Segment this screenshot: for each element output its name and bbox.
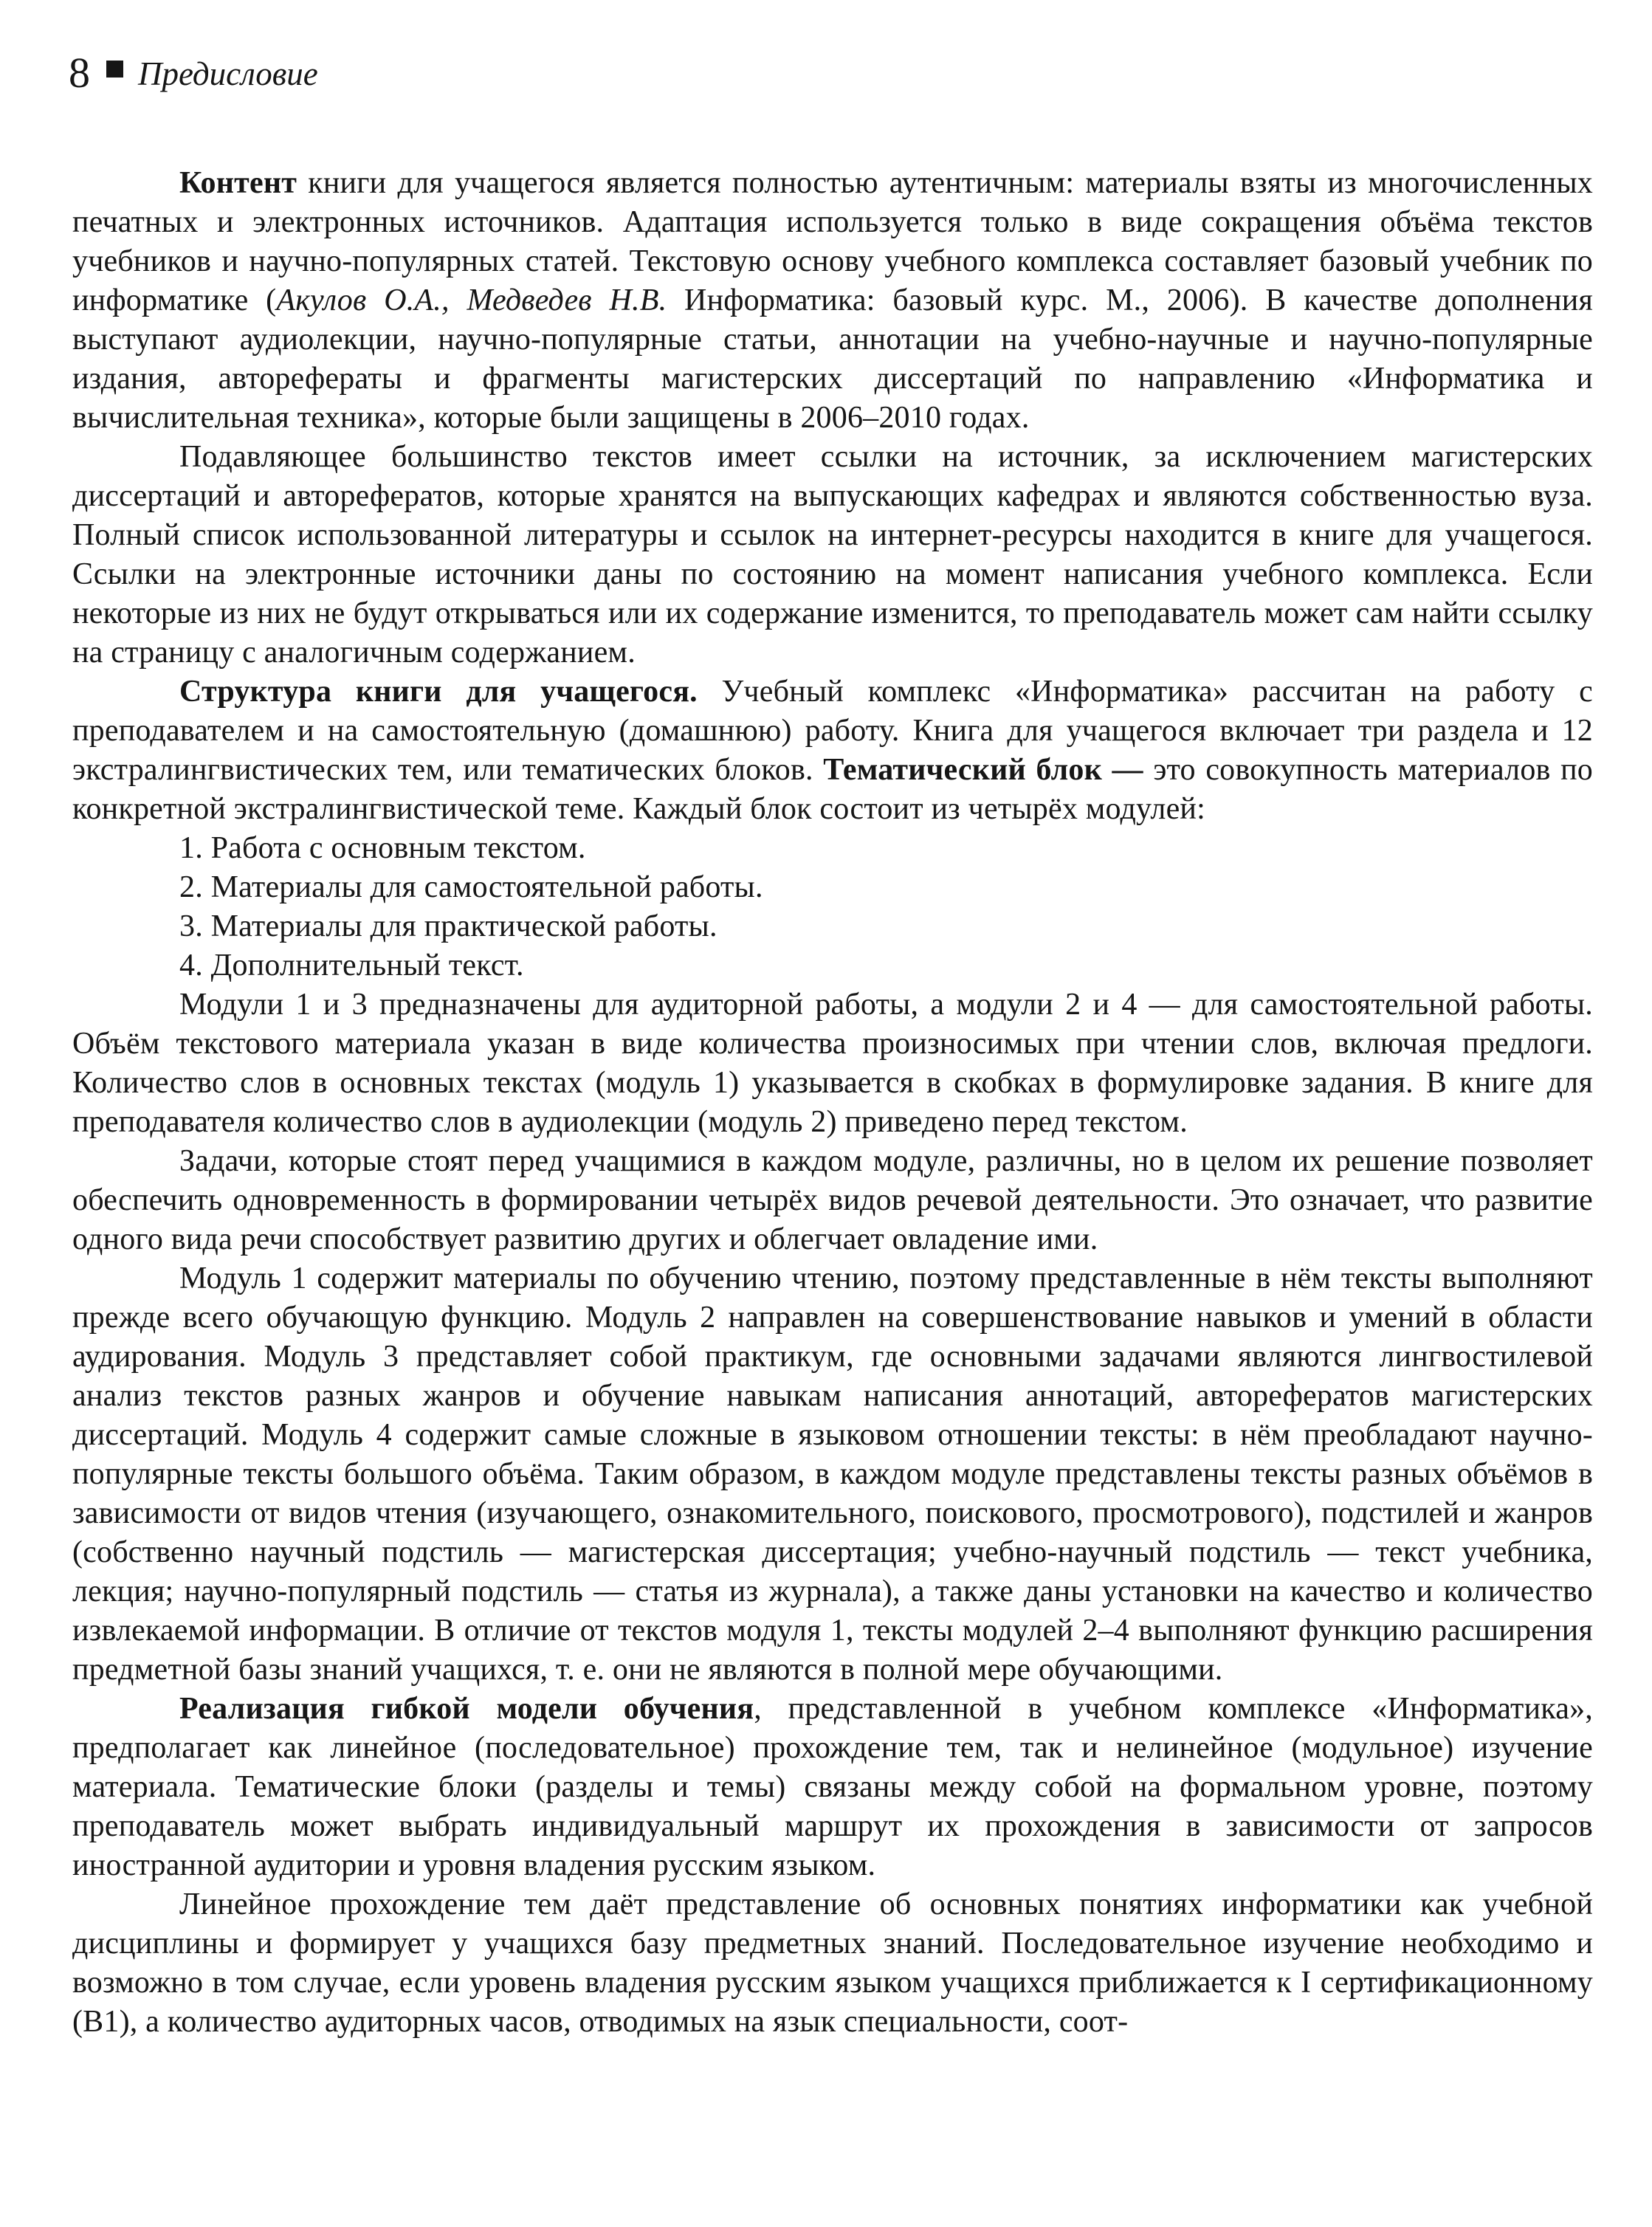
text-run: Модули 1 и 3 предназначены для аудиторной работы, а модули 2 и 4 — для самостоятельной работы. Объём текстового материала указан в виде количества произносимых при чтении слов, включая предлоги. Количество слов в основных текстах (модуль 1) указывается в скобках в формулировке задания. В книге для преподавателя количество слов в аудиолекции (модуль 2) приведено перед текстом. xyxy=(72,988,1593,1139)
text-run: это совокупность материалов по конкретной экстралингвистической теме. Каждый блок состоит из четырёх модулей: xyxy=(72,753,1594,826)
paragraph xyxy=(72,1142,1593,1259)
text-run: Учебный комплекс «Информатика» рассчитан на работу с преподавателем и на самостоятельную (домашнюю) работу. Книга для учащегося включает три раздела и 12 экстралингвистических тем, или тематических блоков. xyxy=(72,675,1593,787)
text-body xyxy=(72,164,1593,2042)
paragraph xyxy=(72,672,1593,829)
paragraph xyxy=(72,1690,1593,1885)
text-run: , представленной в учебном комплексе «Информатика», предполагает как линейное (последовательное) прохождение тем, так и нелинейное (модульное) изучение материала. Тематические блоки (разделы и темы) связаны между собой на формальном уровне, поэтому преподаватель может выбрать индивидуальный маршрут их прохождения в зависимости от запросов иностранной аудитории и уровня владения русским языком. xyxy=(72,1692,1593,1882)
paragraph xyxy=(72,1885,1593,2042)
text-run: Подавляющее большинство текстов имеет ссылки на источник, за исключением магистерских диссертаций и авторефератов, которые хранятся на выпускающих кафедрах и являются собственностью вуза. Полный список использованной литературы и ссылок на интернет-ресурсы находится в книге для учащегося. Ссылки на электронные источники даны по состоянию на момент написания учебного комплекса. Если некоторые из них не будут открываться или их содержание изменится, то преподаватель может сам найти ссылку на страницу с аналогичным содержанием. xyxy=(72,440,1593,670)
text-run: Модуль 1 содержит материалы по обучению чтению, поэтому представленные в нём тексты выполняют прежде всего обучающую функцию. Модуль 2 направлен на совершенствование навыков и умений в области аудирования. Модуль 3 представляет собой практикум, где основными задачами являются лингвостилевой анализ текстов разных жанров и обучение навыкам написания аннотаций, авторефератов магистерских диссертаций. Модуль 4 содержит самые сложные в языковом отношении тексты: в нём преобладают научно-популярные тексты большого объёма. Таким образом, в каждом модуле представлены тексты разных объёмов в зависимости от видов чтения (изучающего, ознакомительного, поискового, просмотрового), подстилей и жанров (собственно научный подстиль — магистерская диссертация; учебно-научный подстиль — текст учебника, лекция; научно-популярный подстиль — статья из журнала), а также даны установки на качество и количество извлекаемой информации. В отличие от текстов модуля 1, тексты модулей 2–4 выполняют функцию расширения предметной базы знаний учащихся, т. е. они не являются в полной мере обучающими. xyxy=(72,1261,1593,1687)
italic-run: Акулов О.А., Медведев Н.В. xyxy=(276,283,667,317)
bold-run: Контент xyxy=(179,166,297,200)
paragraph xyxy=(72,985,1593,1142)
text-run: Задачи, которые стоят перед учащимися в каждом модуле, различны, но в целом их решение позволяет обеспечить одновременность в формировании четырёх видов речевой деятельности. Это означает, что развитие одного вида речи способствует развитию других и облегчает овладение ими. xyxy=(72,1144,1593,1256)
text-run: 2. Материалы для самостоятельной работы. xyxy=(179,870,763,904)
text-run: Линейное прохождение тем даёт представление об основных понятиях информатики как учебной дисциплины и формирует у учащихся базу предметных знаний. Последовательное изучение необходимо и возможно в том случае, если уровень владения русским языком учащихся приближается к I сертификационному (В1), а количество аудиторных часов, отводимых на язык специальности, соот- xyxy=(72,1887,1593,2039)
page-header xyxy=(69,49,318,97)
list-item xyxy=(72,946,1593,985)
bold-run: Структура книги для учащегося. xyxy=(179,675,698,709)
paragraph xyxy=(72,164,1593,438)
list-item xyxy=(72,829,1593,868)
list-item xyxy=(72,907,1593,946)
text-run: 1. Работа с основным текстом. xyxy=(179,831,586,865)
paragraph xyxy=(72,438,1593,672)
bold-run: Тематический блок — xyxy=(823,753,1143,787)
text-run: книги для учащегося является полностью аутентичным: материалы взяты из многочисленных печатных и электронных источников. Адаптация используется только в виде сокращения объёма текстов учебников и научно-популярных статей. Текстовую основу учебного комплекса составляет базовый учебник по информатике ( xyxy=(72,166,1593,317)
list-item xyxy=(72,868,1593,907)
square-bullet-icon xyxy=(106,61,123,78)
page-number: 8 xyxy=(69,49,90,97)
paragraph xyxy=(72,1259,1593,1690)
bold-run: Реализация гибкой модели обучения xyxy=(179,1692,754,1726)
section-title: Предисловие xyxy=(138,55,318,92)
text-run: 3. Материалы для практической работы. xyxy=(179,909,717,943)
text-run: 4. Дополнительный текст. xyxy=(179,949,524,982)
text-run: Информатика: базовый курс. М., 2006). В качестве дополнения выступают аудиолекции, научно-популярные статьи, аннотации на учебно-научные и научно-популярные издания, авторефераты и фрагменты магистерских диссертаций по направлению «Информатика и вычислительная техника», которые были защищены в 2006–2010 годах. xyxy=(72,283,1593,435)
